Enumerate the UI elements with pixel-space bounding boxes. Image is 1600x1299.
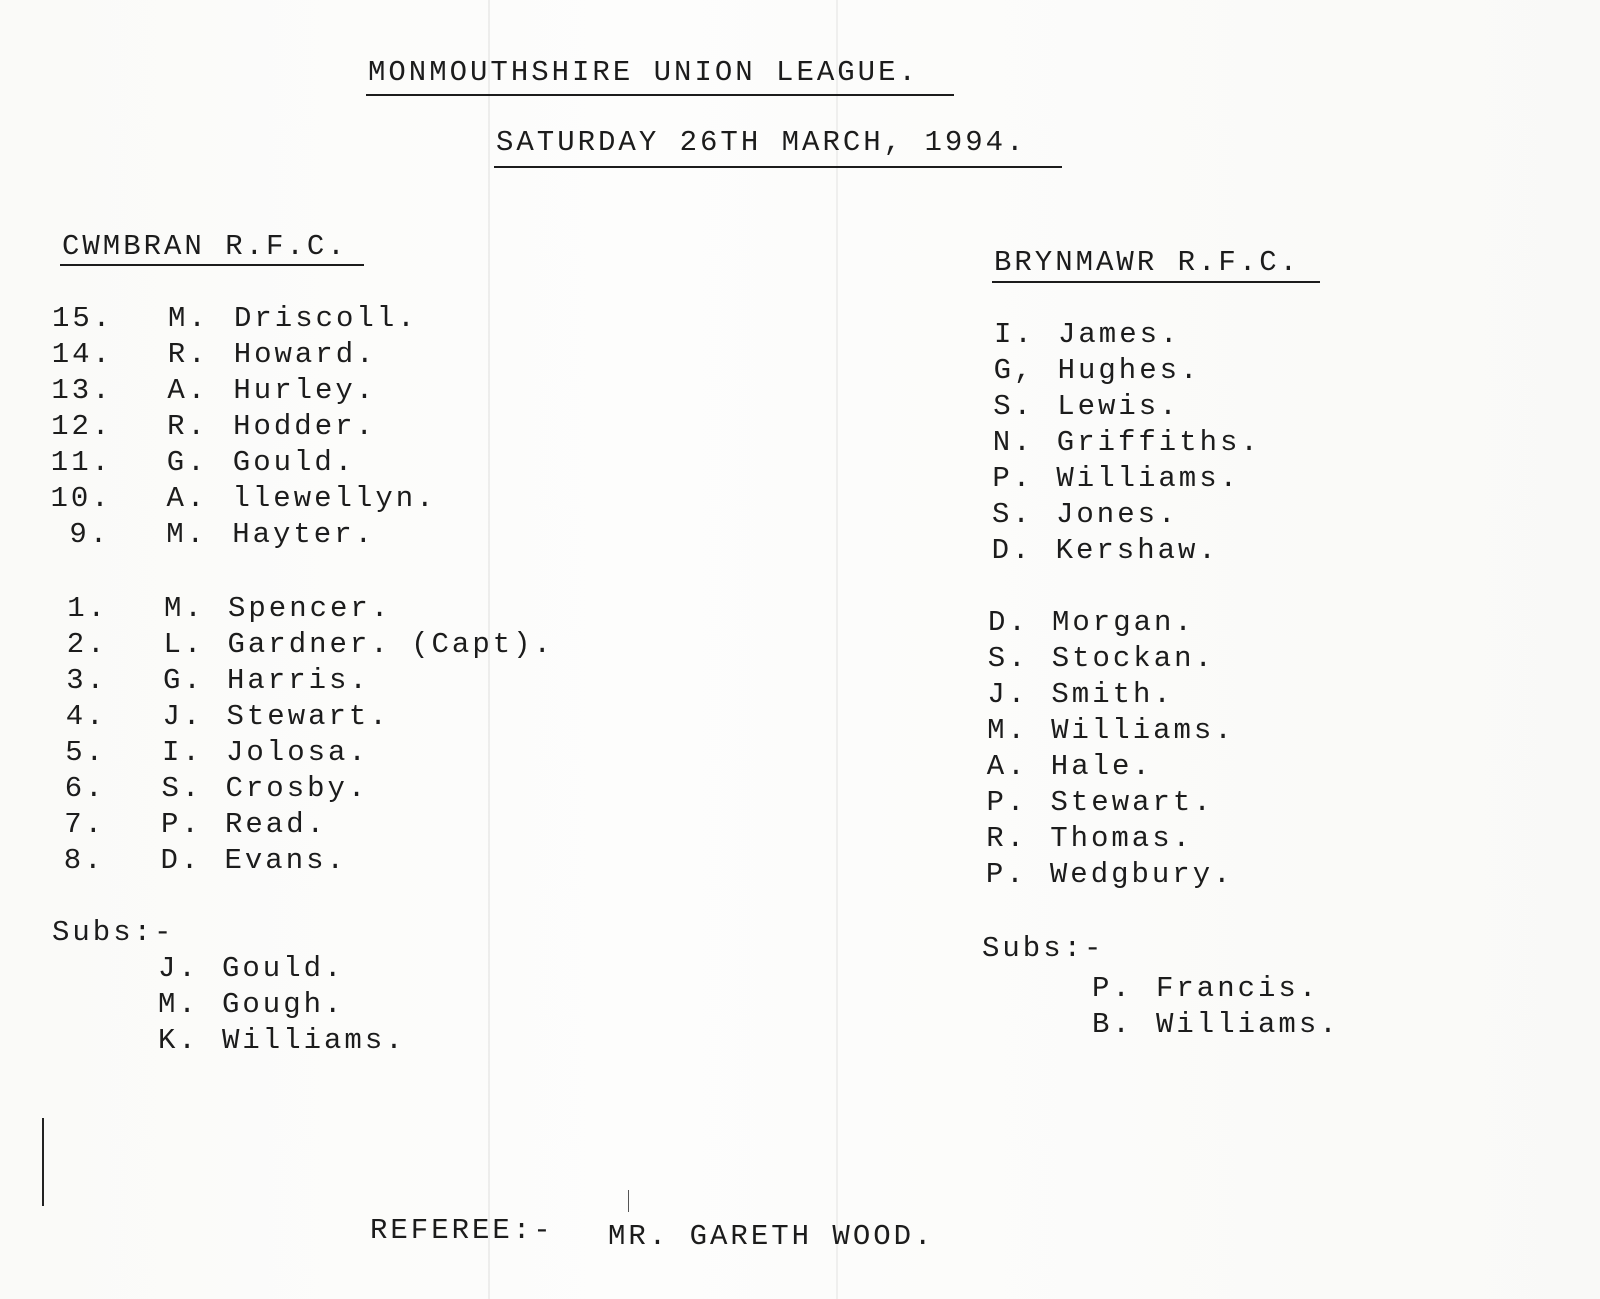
player-name: Gardner. (Capt). (227, 628, 554, 661)
player-initial: I. (994, 318, 1035, 351)
league-title: MONMOUTHSHIRE UNION LEAGUE. (368, 56, 919, 89)
player-name: Stewart. (1050, 786, 1214, 819)
margin-mark (42, 1118, 44, 1206)
player-initial: J. (987, 678, 1029, 711)
player-name: Gould. (222, 952, 345, 985)
player-initial: P. (161, 808, 202, 841)
player-name: Hayter. (232, 518, 376, 551)
player-name: Francis. (1156, 972, 1320, 1005)
referee-name: MR. GARETH WOOD. (608, 1220, 935, 1253)
player-initial: S. (987, 642, 1029, 675)
player-name: Jolosa. (226, 736, 369, 769)
player-name: Thomas. (1050, 822, 1194, 855)
home-team-underline (60, 264, 364, 266)
player-initial: S. (992, 498, 1033, 531)
player-name: Hale. (1050, 750, 1153, 783)
player-name: Williams. (1056, 462, 1241, 495)
player-initial: M. (164, 592, 205, 625)
player-initial: G, (993, 354, 1035, 387)
shirt-number: 5. (65, 736, 106, 769)
player-name: Smith. (1051, 678, 1174, 711)
shirt-number: 1. (67, 592, 108, 625)
player-initial: D. (160, 844, 202, 877)
shirt-number: 15. (52, 302, 114, 335)
player-name: Williams. (1156, 1008, 1340, 1041)
shirt-number: 11. (50, 446, 113, 479)
player-name: Stewart. (226, 700, 390, 733)
player-name: Spencer. (228, 592, 392, 625)
shirt-number: 3. (66, 664, 107, 697)
fold-line (836, 0, 838, 1299)
player-name: Crosby. (225, 772, 369, 805)
player-name: Griffiths. (1056, 426, 1261, 459)
shirt-number: 4. (65, 700, 107, 733)
player-name: Williams. (222, 1024, 406, 1057)
shirt-number: 7. (64, 808, 105, 841)
player-name: Morgan. (1052, 606, 1195, 639)
player-name: Read. (225, 808, 328, 841)
player-initial: G. (163, 664, 204, 697)
player-initial: S. (993, 390, 1034, 423)
player-initial: J. (162, 700, 204, 733)
player-initial: B. (1092, 1008, 1133, 1041)
player-name: Evans. (224, 844, 347, 877)
player-name: Driscoll. (234, 302, 418, 335)
player-initial: D. (988, 606, 1029, 639)
player-name: Howard. (233, 338, 377, 371)
match-date: SATURDAY 26TH MARCH, 1994. (496, 126, 1027, 159)
shirt-number: 2. (66, 628, 108, 661)
player-name: Williams. (1051, 714, 1235, 747)
player-initial: M. (168, 302, 209, 335)
player-initial: A. (167, 374, 209, 407)
player-initial: L. (163, 628, 205, 661)
shirt-number: 6. (64, 772, 106, 805)
player-initial: M. (987, 714, 1028, 747)
player-initial: J. (158, 952, 199, 985)
home-subs-label: Subs:- (52, 916, 175, 949)
away-subs-label: Subs:- (982, 932, 1105, 965)
home-team-name: CWMBRAN R.F.C. (62, 230, 348, 263)
player-initial: P. (985, 858, 1027, 891)
margin-mark (628, 1190, 629, 1212)
player-name: Kershaw. (1055, 534, 1219, 567)
shirt-number: 13. (51, 374, 113, 407)
player-initial: D. (991, 534, 1033, 567)
player-initial: N. (992, 426, 1034, 459)
player-initial: P. (992, 462, 1034, 495)
player-initial: K. (158, 1024, 199, 1057)
player-name: Hughes. (1057, 354, 1201, 387)
away-team-name: BRYNMAWR R.F.C. (994, 246, 1301, 279)
player-name: llewellyn. (232, 482, 437, 515)
player-initial: A. (986, 750, 1028, 783)
player-name: Wedgbury. (1049, 858, 1234, 891)
player-initial: A. (166, 482, 208, 515)
player-name: Hurley. (233, 374, 377, 407)
player-initial: R. (167, 338, 209, 371)
player-initial: R. (167, 410, 208, 443)
referee-label: REFEREE:- (370, 1214, 554, 1247)
player-name: Gough. (222, 988, 345, 1021)
player-initial: M. (158, 988, 199, 1021)
player-initial: P. (986, 786, 1028, 819)
shirt-number: 12. (51, 410, 113, 443)
player-name: James. (1058, 318, 1181, 351)
player-name: Lewis. (1057, 390, 1180, 423)
league-title-underline (366, 94, 954, 96)
shirt-number: 10. (50, 482, 112, 515)
shirt-number: 14. (51, 338, 113, 371)
player-initial: R. (986, 822, 1027, 855)
player-initial: G. (166, 446, 208, 479)
player-initial: P. (1092, 972, 1133, 1005)
player-initial: I. (162, 736, 203, 769)
player-initial: M. (166, 518, 207, 551)
match-date-underline (494, 166, 1062, 168)
away-team-underline (992, 281, 1320, 283)
player-name: Jones. (1056, 498, 1179, 531)
shirt-number: 9. (69, 518, 111, 551)
player-name: Harris. (227, 664, 370, 697)
player-name: Stockan. (1051, 642, 1215, 675)
player-initial: S. (161, 772, 203, 805)
player-name: Gould. (232, 446, 356, 479)
shirt-number: 8. (63, 844, 105, 877)
player-name: Hodder. (233, 410, 376, 443)
